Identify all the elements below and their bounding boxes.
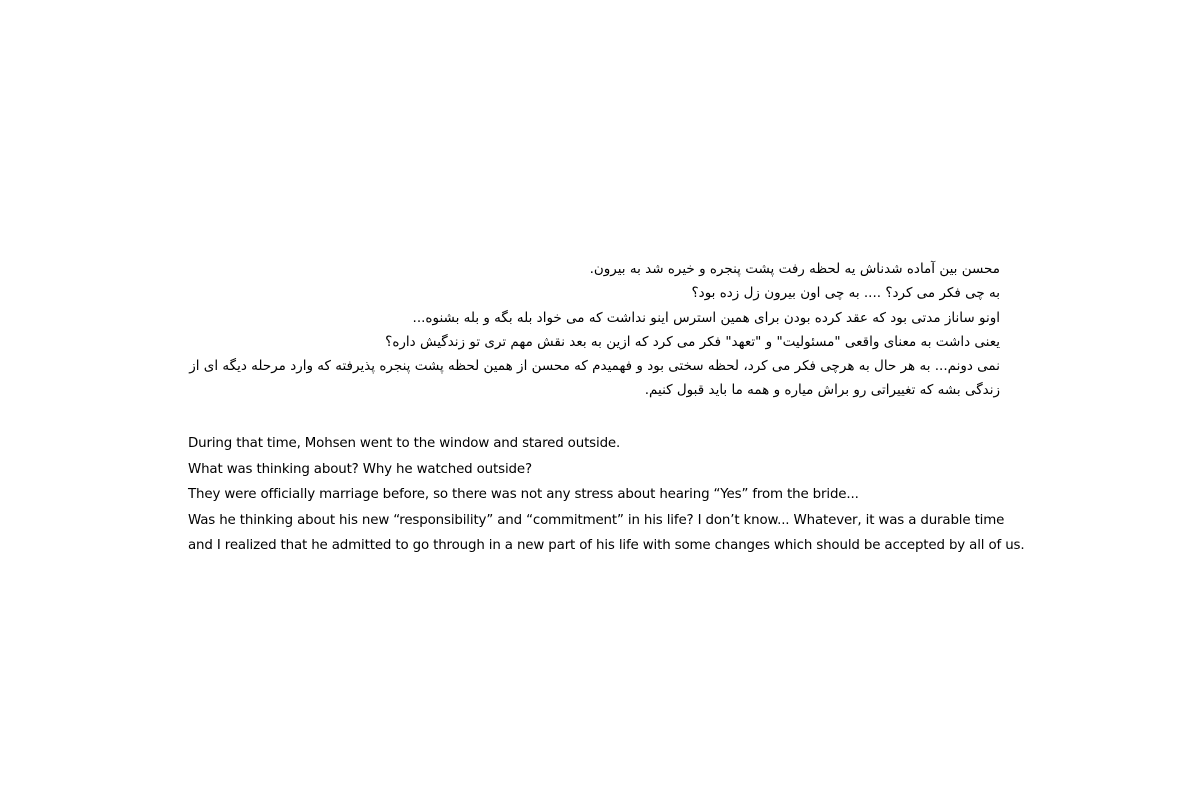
persian-line: اونو ساناز مدتی بود که عقد کرده بودن برای همین استرس اینو نداشت که می خواد بله بگه و بله بشنوه...	[412, 309, 1000, 326]
english-line: During that time, Mohsen went to the window and stared outside.	[188, 436, 621, 451]
persian-line: به چی فکر می کرد؟ .... به چی اون بیرون زل زده بود؟	[691, 285, 1000, 302]
english-line: Was he thinking about his new “responsibility” and “commitment” in his life? I don’t know... Whatever, it was a durable time	[188, 512, 1005, 528]
english-line: What was thinking about? Why he watched outside?	[188, 461, 532, 477]
persian-line: زندگی بشه که تغییراتی رو براش میاره و همه ما باید قبول کنیم.	[644, 382, 1000, 399]
english-line: and I realized that he admitted to go through in a new part of his life with some changes which should be accepted by all of us.	[188, 538, 1025, 554]
english-paragraph	[188, 431, 1028, 559]
persian-line: محسن بین آماده شدناش یه لحظه رفت پشت پنجره و خیره شد به بیرون.	[589, 261, 1000, 277]
english-line: They were officially marriage before, so there was not any stress about hearing “Yes” from the bride...	[188, 487, 859, 503]
persian-line: نمی دونم... به هر حال به هرچی فکر می کرد، لحظه سختی بود و فهمیدم که محسن از همین لحظه پشت پنجره پذیرفته که وارد مرحله دیگه ای از	[189, 358, 1000, 375]
persian-paragraph	[180, 257, 1000, 403]
persian-line: یعنی داشت به معنای واقعی "مسئولیت" و "تعهد" فکر می کرد که ازین به بعد نقش مهم تری تو زندگیش داره؟	[385, 333, 1000, 350]
